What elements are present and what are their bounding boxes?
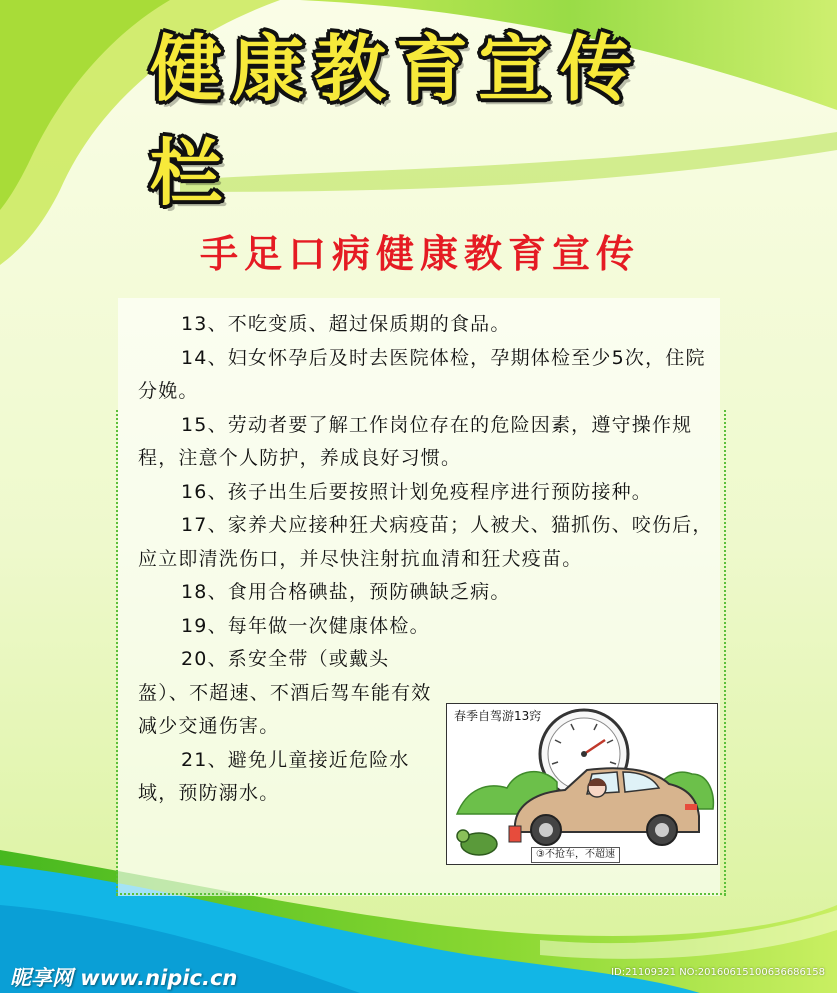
dotted-border-left xyxy=(116,410,118,896)
driving-safety-cartoon xyxy=(446,703,718,865)
poster-title xyxy=(150,70,690,160)
cartoon-tip-label: ③不抢车，不超速 xyxy=(531,847,620,863)
tip-item-16: 16、孩子出生后要按照计划免疫程序进行预防接种。 xyxy=(181,480,652,503)
poster-subtitle: 手足口病健康教育宣传 xyxy=(200,230,641,276)
dotted-border-bottom xyxy=(116,893,726,895)
tip-item-20: 20、系安全带（或戴头盔）、不超速、不酒后驾车能有效减少交通伤害。 xyxy=(138,648,432,737)
dotted-border-right xyxy=(724,410,726,896)
tip-item-14: 14、妇女怀孕后及时去医院体检，孕期体检至少5次，住院分娩。 xyxy=(138,346,706,402)
tip-item-21: 21、避免儿童接近危险水域，预防溺水。 xyxy=(138,748,410,804)
tip-item-17: 17、家养犬应接种狂犬病疫苗；人被犬、猫抓伤、咬伤后，应立即清洗伤口，并尽快注射抗血清和狂犬疫苗。 xyxy=(138,514,713,570)
cartoon-caption: 春季自驾游13窍 xyxy=(454,709,542,723)
tip-item-15: 15、劳动者要了解工作岗位存在的危险因素，遵守操作规程，注意个人防护，养成良好习惯。 xyxy=(138,413,693,469)
tip-item-19: 19、每年做一次健康体检。 xyxy=(181,614,430,637)
tip-item-18: 18、食用合格碘盐，预防碘缺乏病。 xyxy=(181,581,511,603)
car-illustration xyxy=(447,704,717,864)
tip-item-13: 13、不吃变质、超过保质期的食品。 xyxy=(181,313,511,335)
site-watermark: 昵享网 www.nipic.cn xyxy=(10,966,238,990)
image-id-label: ID:21109321 NO:20160615100636686158 xyxy=(611,967,825,978)
